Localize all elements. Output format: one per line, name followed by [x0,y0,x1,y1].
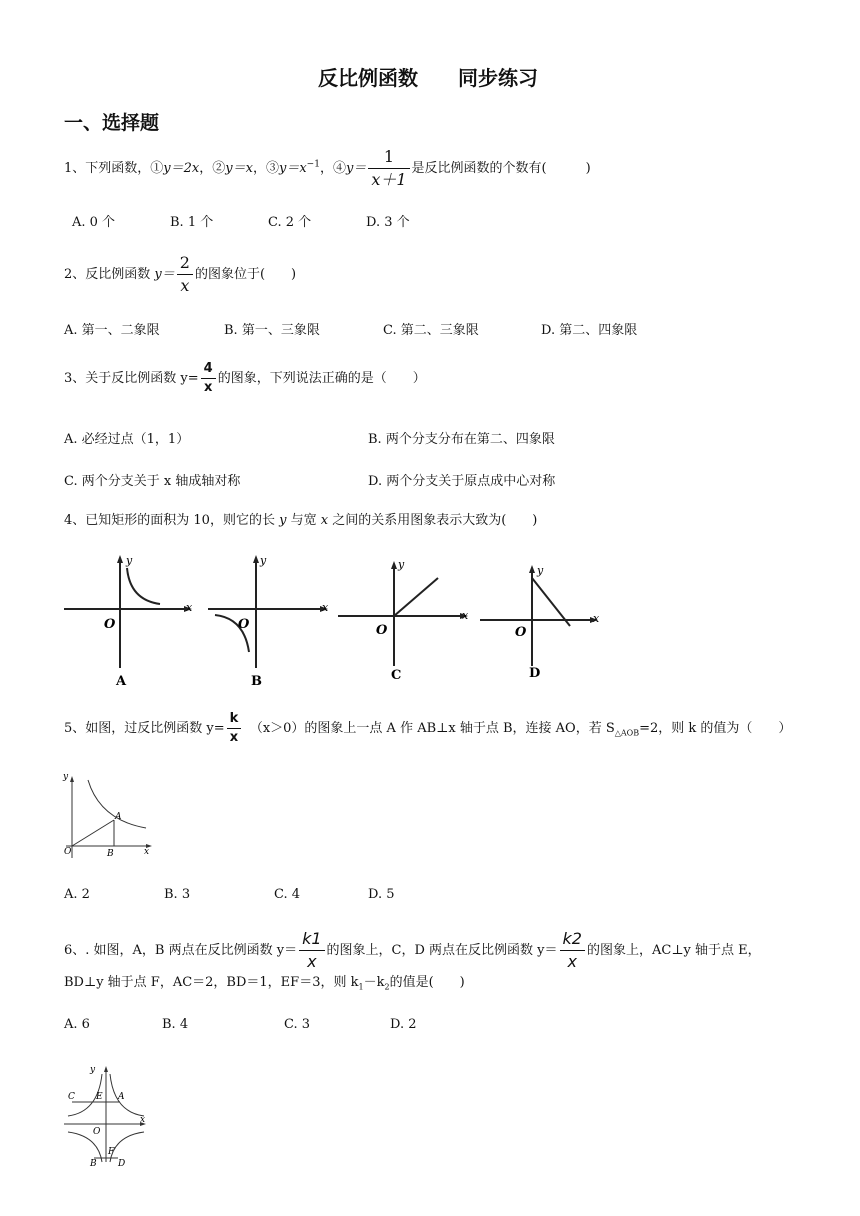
question-4: 4、已知矩形的面积为 10，则它的长 y 与宽 x 之间的关系用图象表示大致为( ) [64,513,538,528]
question-3: 3、关于反比例函数 y= $\frac{4}{x}$ 的图象，下列说法正确的是（ ） [64,361,426,395]
y-label: y [63,772,69,782]
option-c: C. 2 个 [268,215,312,230]
question-number: 2、 [64,267,86,282]
x-label: x [593,612,600,625]
x-label: x [144,847,150,857]
point-a-label: A [115,812,122,822]
fraction: $\frac{1}{x+1}$ [368,146,409,191]
x-label: x [462,609,469,622]
option-d: D. 2 [390,1017,417,1032]
option-a: A. 2 [64,887,90,902]
x-label: x [322,601,329,614]
y-label: y [398,558,405,571]
y-arrow-icon [529,565,535,573]
question-number: 5、 [64,721,86,736]
graph-caption: B [251,674,262,689]
y-arrow-icon [391,561,397,569]
graph-b [208,555,328,668]
page-title: 反比例函数 同步练习 [318,66,538,90]
origin-label: O [238,617,250,632]
curve [127,568,160,604]
graph-caption: D [529,666,541,681]
graph-caption: C [391,668,402,683]
point-b-label: B [107,849,114,859]
question-1: 1、下列函数，①y＝2x，②y＝x，$③y=x^{-1}$，④y＝ $\frac{1}{x+1}$ 是反比例函数的个数有( ) [64,147,591,189]
question-number: 3、 [64,371,86,386]
option-c: C. 4 [274,887,301,902]
question-number: 6、. [64,943,90,958]
y-label: y [260,554,267,567]
option-c: C. 3 [284,1017,311,1032]
y-arrow-icon [117,555,123,563]
q6-figure [60,1062,152,1169]
point-c-label: C [68,1092,75,1102]
q4-graphs [60,548,620,688]
option-a: A. 6 [64,1017,90,1032]
graph-caption: A [116,674,127,689]
origin-label: O [376,623,388,638]
y-label: y [90,1065,96,1075]
y-label: y [537,564,544,577]
graph-a [64,555,192,668]
curve [532,578,570,626]
origin-label: O [104,617,116,632]
point-e-label: E [96,1092,103,1102]
y-label: y [126,554,133,567]
option-b: B. 1 个 [170,215,214,230]
point-a-label: A [118,1092,125,1102]
option-a: A. 0 个 [72,215,116,230]
option-b: B. 3 [164,887,191,902]
question-number: 4、 [64,513,86,528]
x-label: x [140,1115,146,1125]
fraction: $\frac{k2}{x}$ [560,928,585,973]
question-5: 5、如图，过反比例函数 y= $\frac{k}{x}$ （x＞0）的图象上一点 A 作 AB⊥x 轴于点 B，连接 AO，若 $S_{\triangle AOB}=2$，则 k 的值为（ ） [64,711,792,745]
fraction: $\frac{4}{x}$ [201,360,216,397]
y-arrow-icon [104,1066,108,1072]
question-2: 2、反比例函数 y＝ $\frac{2}{x}$ 的图象位于( ) [64,253,297,295]
option-b: B. 两个分支分布在第二、四象限 [368,432,555,447]
option-b: B. 4 [162,1017,189,1032]
x-label: x [186,601,193,614]
section-heading: 一、选择题 [64,112,160,134]
curve-k1-q1 [110,1074,144,1116]
graph-d [480,565,598,666]
question-6: 6、. 如图，A，B 两点在反比例函数 y＝ $\frac{k1}{x}$ 的图象上，C，D 两点在反比例函数 y＝ $\frac{k2}{x}$ 的图象上，AC⊥y 轴于点 E， [64,929,761,971]
graph-c [338,561,468,666]
question-number: 1、 [64,161,86,176]
fraction: $\frac{k1}{x}$ [299,928,324,973]
option-a: A. 第一、二象限 [64,323,160,338]
option-c: C. 第二、三象限 [383,323,479,338]
segment-ao [72,820,114,846]
curve [394,578,438,616]
option-a: A. 必经过点（1，1） [64,432,190,447]
question-6-line-2: BD⊥y 轴于点 F，AC＝2，BD＝1，EF＝3，则 $k_1-k_2$的值是( ) [64,975,465,992]
fraction: $\frac{2}{x}$ [177,252,193,297]
point-b-label: B [90,1159,97,1169]
option-d: D. 两个分支关于原点成中心对称 [368,474,556,489]
origin-label: O [93,1127,101,1137]
option-d: D. 5 [368,887,395,902]
option-d: D. 3 个 [366,215,410,230]
point-f-label: F [108,1147,115,1157]
option-c: C. 两个分支关于 x 轴成轴对称 [64,474,241,489]
origin-label: O [64,847,72,857]
option-b: B. 第一、三象限 [224,323,320,338]
q5-figure [60,768,160,864]
y-arrow-icon [70,776,74,782]
y-arrow-icon [253,555,259,563]
option-d: D. 第二、四象限 [541,323,638,338]
fraction: $\frac{k}{x}$ [227,710,242,747]
origin-label: O [515,625,527,640]
point-d-label: D [118,1159,126,1169]
